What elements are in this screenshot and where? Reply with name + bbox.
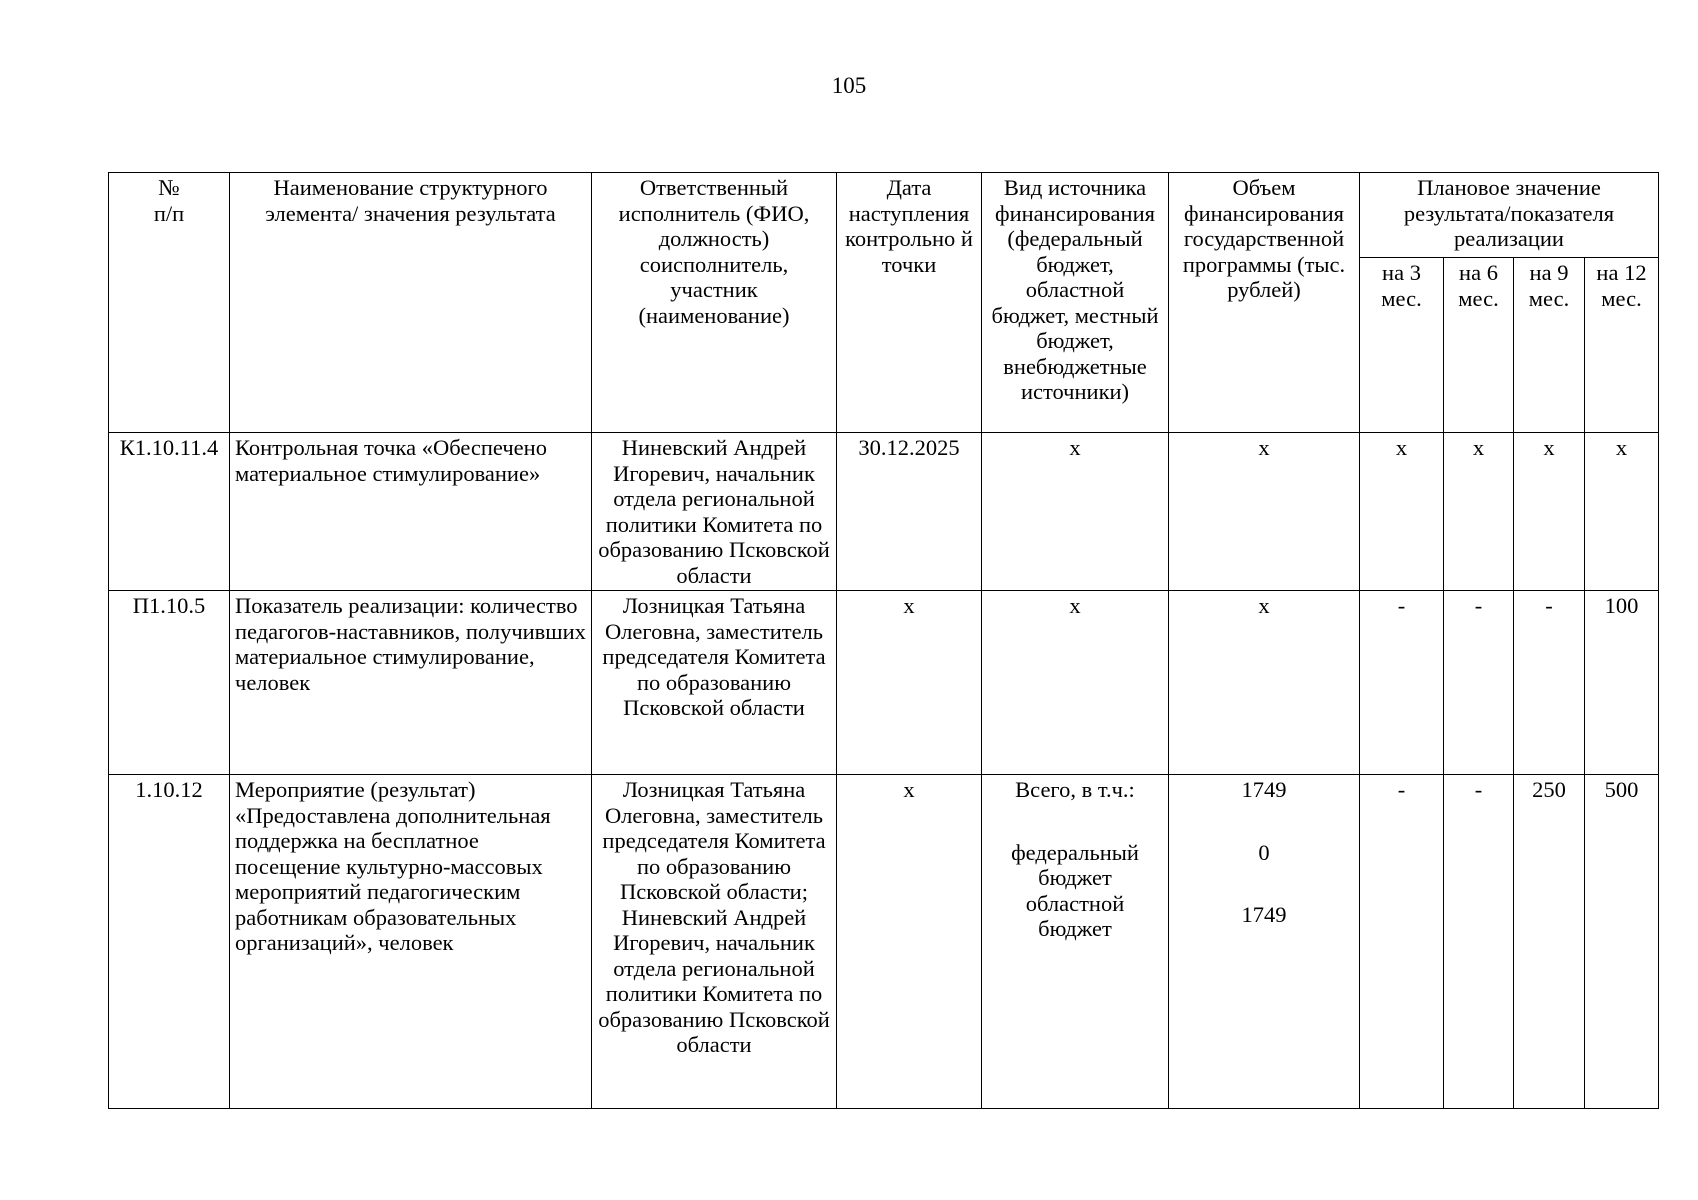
spacer (987, 803, 1163, 840)
header-volume: Объем финансирования государственной программы (тыс. рублей) (1169, 173, 1360, 433)
row-source: х (982, 433, 1169, 591)
table-row (109, 433, 1659, 591)
volume-federal: 0 (1258, 839, 1270, 865)
row-volume: х (1169, 433, 1360, 591)
header-num-line2: п/п (153, 200, 185, 226)
row-name: Мероприятие (результат) «Предоставлена дополнительная поддержка на бесплатное посещение культурно-массовых мероприятий педагогическим работникам образовательных организаций», человек (230, 775, 592, 1109)
row-source (982, 775, 1169, 1109)
header-num-line1: № (158, 175, 180, 200)
spacer (1174, 803, 1354, 840)
row-m6: х (1444, 433, 1514, 591)
header-m9: на 9 мес. (1514, 258, 1585, 433)
header-m3: на 3 мес. (1360, 258, 1444, 433)
row-m9: 250 (1514, 775, 1585, 1109)
source-total: Всего, в т.ч.: (1015, 777, 1135, 802)
spacer (1174, 865, 1354, 902)
row-responsible: Ниневский Андрей Игоревич, начальник отдела региональной политики Комитета по образованию Псковской области (592, 433, 837, 591)
header-m6: на 6 мес. (1444, 258, 1514, 433)
row-date: х (837, 775, 982, 1109)
row-m9: х (1514, 433, 1585, 591)
row-date: х (837, 591, 982, 775)
header-source: Вид источника финансирования (федеральный бюджет, областной бюджет, местный бюджет, внебюджетные источники) (982, 173, 1169, 433)
header-date: Дата наступления контрольно й точки (837, 173, 982, 433)
row-m3: - (1360, 591, 1444, 775)
row-num: 1.10.12 (109, 775, 230, 1109)
header-responsible: Ответственный исполнитель (ФИО, должность) соисполнитель, участник (наименование) (592, 173, 837, 433)
row-name: Показатель реализации: количество педагогов-наставников, получивших материальное стимулирование, человек (230, 591, 592, 775)
volume-total: 1749 (1241, 777, 1287, 802)
row-volume: х (1169, 591, 1360, 775)
source-regional: областной бюджет (1025, 890, 1125, 941)
header-name: Наименование структурного элемента/ значения результата (230, 173, 592, 433)
row-m6: - (1444, 775, 1514, 1109)
row-m3: х (1360, 433, 1444, 591)
row-m12: 500 (1585, 775, 1659, 1109)
plan-table (108, 172, 1659, 1109)
row-num: П1.10.5 (109, 591, 230, 775)
row-name: Контрольная точка «Обеспечено материальное стимулирование» (230, 433, 592, 591)
row-volume (1169, 775, 1360, 1109)
row-date: 30.12.2025 (837, 433, 982, 591)
row-num: К1.10.11.4 (109, 433, 230, 591)
row-m12: 100 (1585, 591, 1659, 775)
page-number: 105 (831, 73, 867, 98)
header-num (109, 173, 230, 433)
table-row (109, 775, 1659, 1109)
row-source: х (982, 591, 1169, 775)
table-row (109, 591, 1659, 775)
row-m6: - (1444, 591, 1514, 775)
source-federal: федеральный бюджет (1011, 839, 1139, 890)
row-m12: х (1585, 433, 1659, 591)
header-planned: Плановое значение результата/показателя реализации (1360, 173, 1659, 258)
row-responsible: Лозницкая Татьяна Олеговна, заместитель председателя Комитета по образованию Псковской области (592, 591, 837, 775)
volume-regional: 1749 (1241, 902, 1287, 927)
header-m12: на 12 мес. (1585, 258, 1659, 433)
row-m3: - (1360, 775, 1444, 1109)
row-responsible: Лозницкая Татьяна Олеговна, заместитель председателя Комитета по образованию Псковской области; Ниневский Андрей Игоревич, начальник отдела региональной политики Комитета по образованию Псковской области (592, 775, 837, 1109)
row-m9: - (1514, 591, 1585, 775)
